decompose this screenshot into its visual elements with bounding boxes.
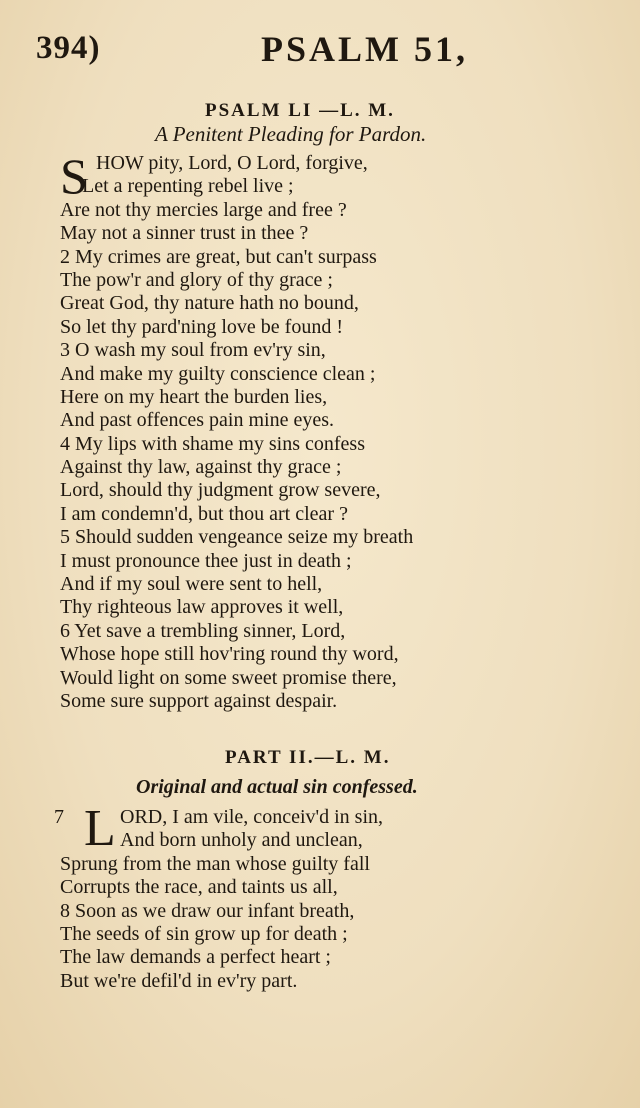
verse-line: May not a sinner trust in thee ?: [60, 222, 309, 245]
verse-line: 6 Yet save a trembling sinner, Lord,: [60, 619, 346, 642]
verse-line: 3 O wash my soul from ev'ry sin,: [60, 339, 326, 362]
verse-line: [60, 829, 500, 852]
verse-line: Sprung from the man whose guilty fall: [60, 852, 370, 875]
verse-line: Are not thy mercies large and free ?: [60, 198, 347, 221]
drop-cap: S: [60, 148, 88, 204]
page-number: 394): [36, 30, 101, 66]
verse-line: 5 Should sudden vengeance seize my breath: [60, 526, 414, 549]
verse-line: Whose hope still hov'ring round thy word,: [60, 643, 399, 666]
verse-line: The seeds of sin grow up for death ;: [60, 922, 348, 945]
second-line-text: Let a repenting rebel live ;: [82, 175, 294, 198]
verse-line: And make my guilty conscience clean ;: [60, 362, 376, 385]
verse-line: I must pronounce thee just in death ;: [60, 549, 352, 572]
verse-line: 4 My lips with shame my sins confess: [60, 432, 365, 455]
verse-line: The pow'r and glory of thy grace ;: [60, 268, 333, 291]
part-subtitle: Original and actual sin confessed.: [136, 776, 418, 798]
hymn-part-1: [60, 148, 500, 713]
verse-line: Against thy law, against thy grace ;: [60, 456, 342, 479]
psalm-heading: PSALM LI —L. M.: [205, 100, 395, 121]
verse-line: [60, 175, 500, 198]
verse-line: The law demands a perfect heart ;: [60, 946, 331, 969]
verse-line: Would light on some sweet promise there,: [60, 666, 397, 689]
verse-line: So let thy pard'ning love be found !: [60, 315, 343, 338]
verse-number: 7: [54, 806, 64, 828]
verse-line: But we're defil'd in ev'ry part.: [60, 969, 298, 992]
verse-line: Corrupts the race, and taints us all,: [60, 876, 338, 899]
drop-cap: L: [84, 800, 116, 857]
verse-line: And past offences pain mine eyes.: [60, 409, 334, 432]
running-head: PSALM 51,: [261, 29, 468, 69]
verse-line: I am condemn'd, but thou art clear ?: [60, 502, 348, 525]
verse-line: Lord, should thy judgment grow severe,: [60, 479, 381, 502]
verse-line: And if my soul were sent to hell,: [60, 573, 323, 596]
verse-line: Great God, thy nature hath no bound,: [60, 292, 359, 315]
verse-line: Some sure support against despair.: [60, 689, 338, 712]
psalm-subtitle: A Penitent Pleading for Pardon.: [155, 122, 427, 146]
hymn-part-2: [54, 800, 500, 993]
page-header: [36, 28, 580, 78]
verse-line: 2 My crimes are great, but can't surpass: [60, 245, 377, 268]
verse-line: Here on my heart the burden lies,: [60, 385, 328, 408]
first-line-text: HOW pity, Lord, O Lord, forgive,: [96, 152, 368, 174]
verse-line: 8 Soon as we draw our infant breath,: [60, 899, 355, 922]
verse-lines: [60, 199, 500, 714]
second-line-text: And born unholy and unclean,: [120, 829, 363, 852]
part-heading: PART II.—L. M.: [225, 747, 391, 768]
verse-line: Thy righteous law approves it well,: [60, 596, 344, 619]
first-line-text: ORD, I am vile, conceiv'd in sin,: [120, 806, 383, 828]
